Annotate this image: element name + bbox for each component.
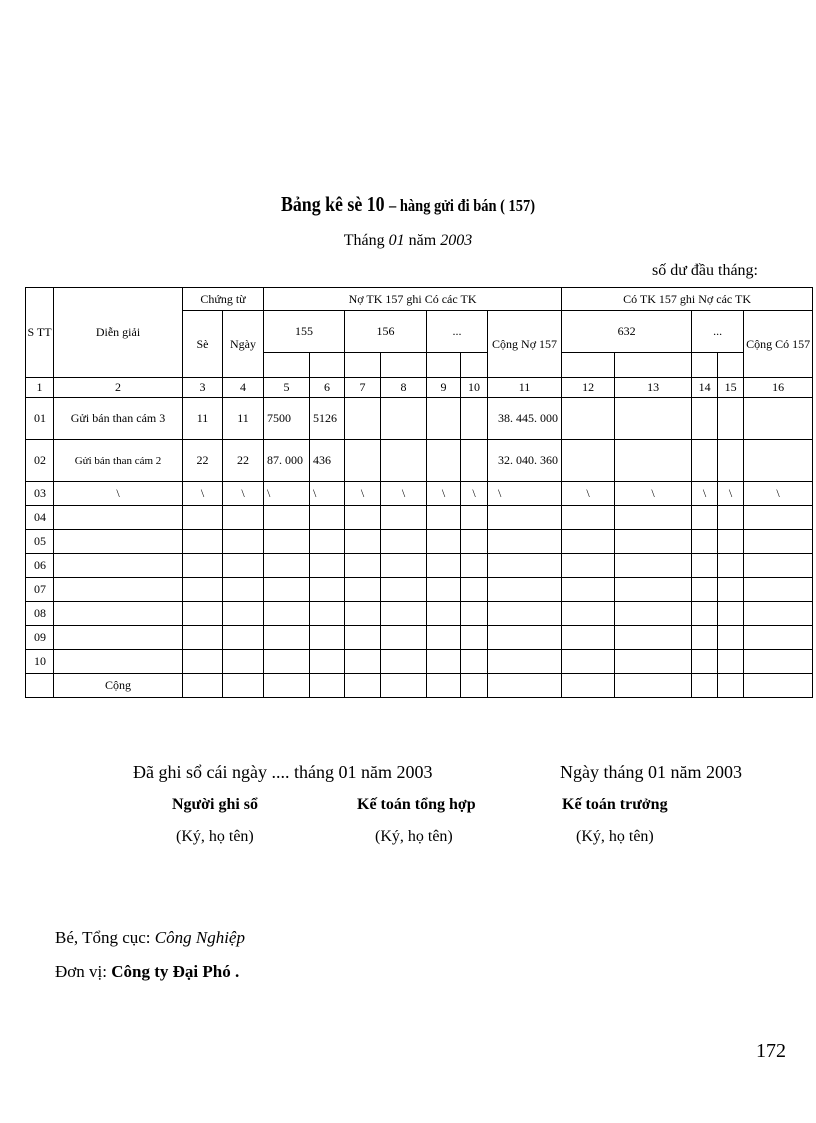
row-cell	[223, 626, 264, 650]
row-cell	[692, 602, 718, 626]
row-cell	[718, 602, 744, 626]
row-description	[54, 506, 183, 530]
row-cell	[381, 602, 427, 626]
row-cell	[427, 530, 461, 554]
row-cell	[345, 626, 381, 650]
row-cell	[427, 554, 461, 578]
row-cell	[310, 650, 345, 674]
row-cell	[718, 578, 744, 602]
row-cell	[692, 626, 718, 650]
row-cell	[264, 650, 310, 674]
row-cell	[345, 578, 381, 602]
row-cell: 38. 445. 000	[488, 398, 562, 440]
row-cell	[310, 578, 345, 602]
header-acc-etc-debit: ...	[427, 311, 488, 353]
row-cell: 7500	[264, 398, 310, 440]
row-cell: 5126	[310, 398, 345, 440]
row-cell	[381, 440, 427, 482]
row-cell: 87. 000	[264, 440, 310, 482]
header-sub-cell	[461, 353, 488, 378]
row-cell	[310, 554, 345, 578]
document-title	[61, 192, 755, 217]
row-description	[54, 650, 183, 674]
row-cell	[744, 398, 813, 440]
row-cell	[615, 440, 692, 482]
row-cell	[223, 602, 264, 626]
table-row	[26, 554, 813, 578]
row-cell	[183, 578, 223, 602]
row-cell	[461, 578, 488, 602]
row-cell	[744, 440, 813, 482]
row-cell	[427, 440, 461, 482]
row-cell	[692, 650, 718, 674]
column-number: 16	[744, 378, 813, 398]
row-stt: 01	[26, 398, 54, 440]
row-cell	[562, 602, 615, 626]
row-stt: 03	[26, 482, 54, 506]
row-cell	[345, 650, 381, 674]
row-cell	[562, 650, 615, 674]
row-cell: 436	[310, 440, 345, 482]
row-cell	[381, 398, 427, 440]
row-cell	[718, 626, 744, 650]
column-number: 12	[562, 378, 615, 398]
row-cell: \	[692, 482, 718, 506]
row-cell: \	[183, 482, 223, 506]
row-cell	[488, 506, 562, 530]
row-cell	[461, 650, 488, 674]
row-cell	[427, 506, 461, 530]
row-cell: \	[488, 482, 562, 506]
chief-accountant-title: Kế toán trưởng	[562, 796, 668, 813]
unit-label: Đơn vị:	[55, 962, 107, 981]
header-debit-total: Cộng Nợ 157	[488, 311, 562, 378]
column-number: 2	[54, 378, 183, 398]
row-cell	[223, 554, 264, 578]
table-row	[26, 602, 813, 626]
row-cell	[615, 578, 692, 602]
title-sub: – hàng gửi đi bán ( 157)	[389, 196, 536, 215]
row-cell	[264, 626, 310, 650]
month-value: 01	[388, 232, 405, 249]
row-cell	[744, 650, 813, 674]
total-stt	[26, 674, 54, 698]
row-cell	[692, 506, 718, 530]
table-row	[26, 626, 813, 650]
row-cell	[381, 506, 427, 530]
row-cell	[488, 602, 562, 626]
row-cell	[264, 554, 310, 578]
row-description	[54, 554, 183, 578]
header-row-1	[26, 288, 813, 311]
header-description: Diễn giải	[54, 288, 183, 378]
row-cell: 32. 040. 360	[488, 440, 562, 482]
row-cell	[183, 554, 223, 578]
row-cell	[264, 578, 310, 602]
header-voucher-date: Ngày	[223, 311, 264, 378]
column-number-row	[26, 378, 813, 398]
row-cell	[461, 602, 488, 626]
column-number: 11	[488, 378, 562, 398]
row-cell	[718, 398, 744, 440]
bookkeeper-title: Người ghi sổ	[172, 796, 259, 813]
column-number: 13	[615, 378, 692, 398]
month-mid: năm	[408, 232, 437, 249]
row-cell	[562, 530, 615, 554]
header-sub-cell	[345, 353, 381, 378]
row-cell: 11	[223, 398, 264, 440]
table-row	[26, 440, 813, 482]
row-cell: \	[345, 482, 381, 506]
column-number: 14	[692, 378, 718, 398]
month-prefix: Tháng	[343, 232, 385, 249]
row-cell	[744, 602, 813, 626]
row-cell	[562, 440, 615, 482]
date-line: Ngày tháng 01 năm 2003	[560, 762, 742, 782]
table-row	[26, 578, 813, 602]
chief-accountant-sign-note: (Ký, họ tên)	[576, 828, 654, 845]
row-cell	[744, 626, 813, 650]
row-cell	[615, 554, 692, 578]
row-cell: 22	[183, 440, 223, 482]
row-cell	[223, 530, 264, 554]
row-cell	[718, 554, 744, 578]
row-cell	[427, 578, 461, 602]
table-row	[26, 530, 813, 554]
row-description	[54, 530, 183, 554]
header-credit-group: Có TK 157 ghi Nợ các TK	[562, 288, 813, 311]
row-cell	[692, 578, 718, 602]
row-cell: \	[381, 482, 427, 506]
header-acc-etc-credit: ...	[692, 311, 744, 353]
row-cell	[562, 506, 615, 530]
row-description	[54, 578, 183, 602]
row-cell	[223, 650, 264, 674]
header-sub-cell	[427, 353, 461, 378]
header-sub-cell	[615, 353, 692, 378]
row-cell	[183, 530, 223, 554]
header-voucher: Chứng từ	[183, 288, 264, 311]
bookkeeper-sign-note: (Ký, họ tên)	[176, 828, 254, 845]
header-sub-cell	[381, 353, 427, 378]
header-acc-155: 155	[264, 311, 345, 353]
row-cell	[381, 626, 427, 650]
header-stt: S TT	[26, 288, 54, 378]
row-cell	[310, 626, 345, 650]
table-row	[26, 482, 813, 506]
ministry-label: Bé, Tổng cục:	[55, 928, 151, 947]
general-accountant-title: Kế toán tổng hợp	[357, 796, 476, 813]
row-cell	[562, 626, 615, 650]
row-cell	[488, 578, 562, 602]
row-cell	[345, 530, 381, 554]
row-cell	[345, 602, 381, 626]
row-cell	[615, 602, 692, 626]
row-cell: \	[427, 482, 461, 506]
row-cell	[615, 506, 692, 530]
row-cell	[461, 626, 488, 650]
row-description: Gửi bán than cám 2	[54, 440, 183, 482]
row-cell	[427, 626, 461, 650]
header-voucher-no: Sè	[183, 311, 223, 378]
row-cell	[692, 398, 718, 440]
column-number: 5	[264, 378, 310, 398]
column-number: 10	[461, 378, 488, 398]
row-cell	[427, 650, 461, 674]
row-cell	[381, 578, 427, 602]
row-cell	[264, 530, 310, 554]
row-stt: 07	[26, 578, 54, 602]
row-cell	[692, 554, 718, 578]
row-stt: 06	[26, 554, 54, 578]
table-row	[26, 650, 813, 674]
row-cell	[488, 554, 562, 578]
row-cell	[183, 602, 223, 626]
row-cell	[345, 398, 381, 440]
unit-value: Công ty Đại Phó .	[111, 962, 240, 981]
general-accountant-sign-note: (Ký, họ tên)	[375, 828, 453, 845]
column-number: 6	[310, 378, 345, 398]
row-cell: 11	[183, 398, 223, 440]
row-cell	[310, 506, 345, 530]
ministry-line	[55, 928, 245, 948]
row-cell	[310, 530, 345, 554]
row-cell: \	[744, 482, 813, 506]
header-debit-group: Nợ TK 157 ghi Có các TK	[264, 288, 562, 311]
row-stt: 09	[26, 626, 54, 650]
row-cell	[345, 506, 381, 530]
row-cell	[345, 440, 381, 482]
row-description: \	[54, 482, 183, 506]
header-sub-cell	[310, 353, 345, 378]
row-cell	[461, 506, 488, 530]
header-credit-total: Cộng Có 157	[744, 311, 813, 378]
row-cell	[461, 530, 488, 554]
column-number: 8	[381, 378, 427, 398]
recorded-line: Đã ghi sổ cái ngày .... tháng 01 năm 2003	[133, 762, 433, 782]
row-cell: \	[562, 482, 615, 506]
row-cell: \	[615, 482, 692, 506]
row-cell	[718, 440, 744, 482]
row-cell	[427, 398, 461, 440]
row-description: Gửi bán than cám 3	[54, 398, 183, 440]
row-cell: \	[310, 482, 345, 506]
row-stt: 02	[26, 440, 54, 482]
title-main: Bảng kê sè 10	[280, 192, 385, 216]
header-acc-632: 632	[562, 311, 692, 353]
row-cell	[381, 650, 427, 674]
header-sub-cell	[718, 353, 744, 378]
page-number: 172	[756, 1040, 786, 1062]
row-cell	[381, 554, 427, 578]
header-sub-cell	[562, 353, 615, 378]
row-cell	[744, 554, 813, 578]
header-sub-cell	[692, 353, 718, 378]
row-cell	[615, 626, 692, 650]
total-label: Cộng	[54, 674, 183, 698]
row-cell	[488, 626, 562, 650]
row-cell	[718, 506, 744, 530]
header-sub-cell	[264, 353, 310, 378]
column-number: 9	[427, 378, 461, 398]
row-cell	[744, 506, 813, 530]
row-cell	[264, 602, 310, 626]
row-cell	[615, 530, 692, 554]
row-cell: 22	[223, 440, 264, 482]
column-number: 3	[183, 378, 223, 398]
header-acc-156: 156	[345, 311, 427, 353]
row-cell	[692, 530, 718, 554]
row-cell	[562, 398, 615, 440]
row-cell	[744, 578, 813, 602]
row-cell	[461, 398, 488, 440]
column-number: 15	[718, 378, 744, 398]
row-cell	[744, 530, 813, 554]
row-cell	[615, 650, 692, 674]
year-value: 2003	[440, 232, 473, 249]
row-stt: 04	[26, 506, 54, 530]
total-row	[26, 674, 813, 698]
opening-balance-label: số dư đầu tháng:	[652, 262, 758, 279]
column-number: 1	[26, 378, 54, 398]
row-cell	[562, 554, 615, 578]
row-cell: \	[461, 482, 488, 506]
row-cell	[461, 440, 488, 482]
month-line	[0, 232, 816, 250]
row-stt: 08	[26, 602, 54, 626]
table-row	[26, 398, 813, 440]
row-cell	[427, 602, 461, 626]
row-cell	[345, 554, 381, 578]
column-number: 7	[345, 378, 381, 398]
ledger-table	[25, 287, 813, 698]
row-cell	[183, 506, 223, 530]
row-cell	[692, 440, 718, 482]
row-cell	[488, 650, 562, 674]
unit-line	[55, 962, 239, 982]
row-cell	[223, 578, 264, 602]
row-cell	[381, 530, 427, 554]
column-number: 4	[223, 378, 264, 398]
row-cell	[615, 398, 692, 440]
row-cell	[183, 626, 223, 650]
row-cell	[718, 530, 744, 554]
row-cell	[718, 650, 744, 674]
row-stt: 05	[26, 530, 54, 554]
row-cell: \	[223, 482, 264, 506]
table-row	[26, 506, 813, 530]
ministry-value: Công Nghiệp	[154, 928, 245, 947]
row-cell	[223, 506, 264, 530]
row-cell	[488, 530, 562, 554]
row-cell: \	[718, 482, 744, 506]
row-stt: 10	[26, 650, 54, 674]
row-description	[54, 602, 183, 626]
ledger-body	[26, 398, 813, 674]
row-cell: \	[264, 482, 310, 506]
row-cell	[183, 650, 223, 674]
row-cell	[461, 554, 488, 578]
row-cell	[310, 602, 345, 626]
row-cell	[264, 506, 310, 530]
row-cell	[562, 578, 615, 602]
row-description	[54, 626, 183, 650]
